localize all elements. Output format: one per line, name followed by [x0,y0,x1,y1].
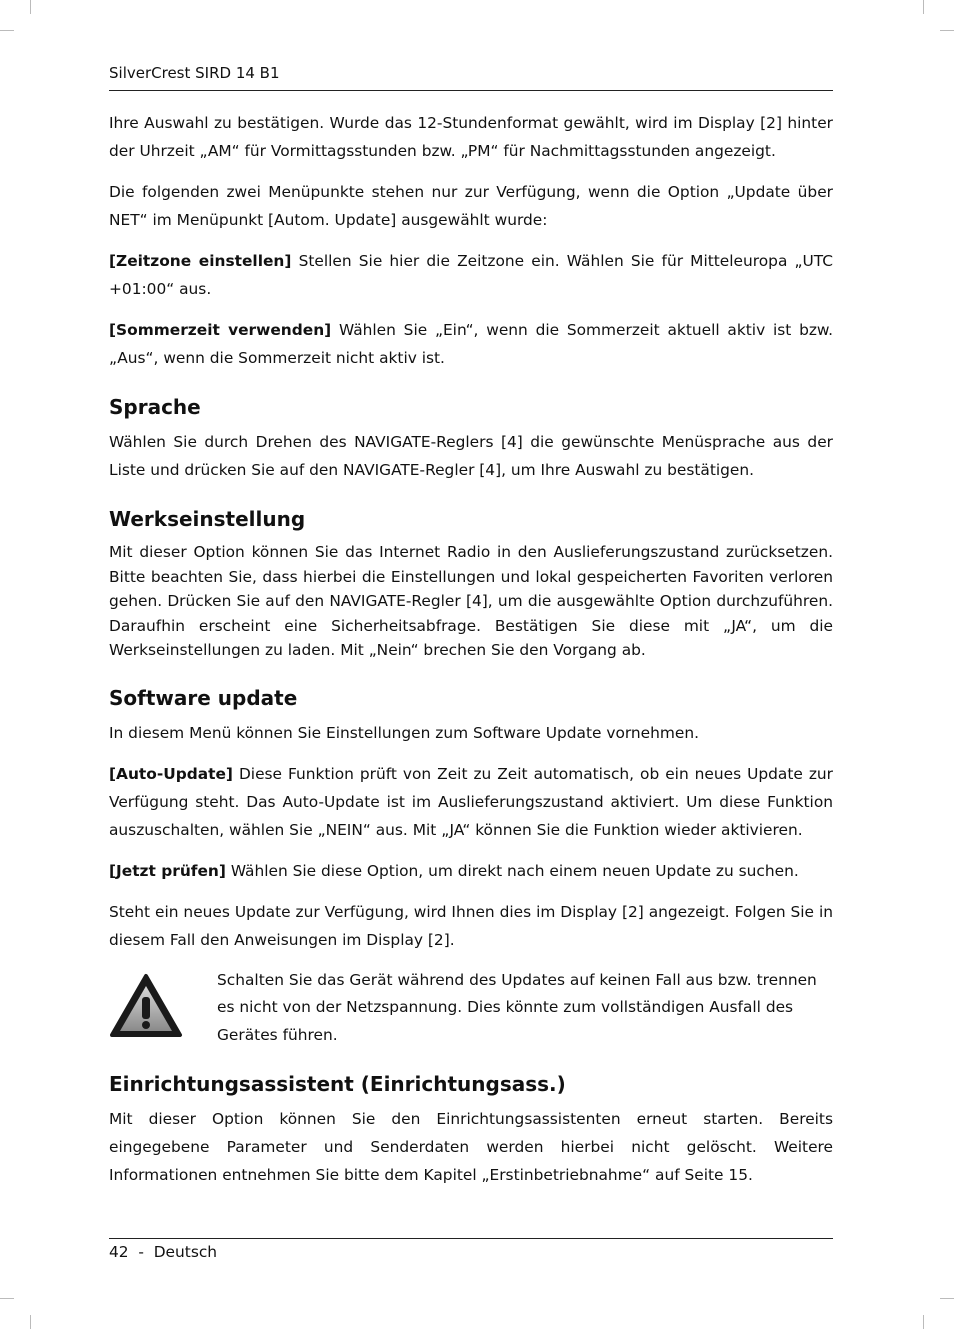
section-heading-einrichtungsassistent: Einrichtungsassistent (Einrichtungsass.) [109,1072,566,1096]
definition-text: Stellen Sie hier die Zeitzone ein. Wählen Sie für Mitteleuropa „UTC +01:00“ aus. [109,252,834,298]
section-heading-software-update: Software update [109,685,298,710]
definition-text: Diese Funktion prüft von Zeit zu Zeit automatisch, ob ein neues Update zur Verfügung steht. Das Auto-Update ist im Auslieferungszustand aktiviert. Um diese Funktion auszuschalten, wählen Sie „NEIN“ aus. Mit „JA“ können Sie die Funktion wieder aktivieren. [109,764,833,839]
crop-mark [940,30,954,31]
warning-triangle-icon [109,967,217,1043]
definition-paragraph [109,760,833,844]
crop-mark [0,1298,14,1299]
paragraph: Die folgenden zwei Menüpunkte stehen nur zur Verfügung, wenn die Option „Update über NET“ im Menüpunkt [Autom. Update] ausgewählt wurde: [109,183,833,229]
definition-paragraph [109,316,833,372]
page-header [109,64,833,91]
paragraph: Mit dieser Option können Sie das Internet Radio in den Auslieferungszustand zurücksetzen. Bitte beachten Sie, dass hierbei die Einstellungen und lokal gespeicherten Favoriten verloren gehen. Drücken Sie auf den NAVIGATE-Regler [4], um die ausgewählte Option durchzuführen. Daraufhin erscheint eine Sicherheitsabfrage. Bestätigen Sie diese mit „JA“, um die Werkseinstellungen zu laden. Mit „Nein“ brechen Sie den Vorgang ab. [109,543,833,659]
paragraph: Ihre Auswahl zu bestätigen. Wurde das 12-Stundenformat gewählt, wird im Display [2] hinter der Uhrzeit „AM“ für Vormittagsstunden bzw. „PM“ für Nachmittagsstunden angezeigt. [109,114,833,160]
definition-paragraph [109,857,833,885]
term: [Auto-Update] [109,764,233,783]
term: [Sommerzeit verwenden] [109,321,332,339]
paragraph: Wählen Sie durch Drehen des NAVIGATE-Reglers [4] die gewünschte Menüsprache aus der Liste und drücken Sie auf den NAVIGATE-Regler [4], um Ihre Auswahl zu bestätigen. [109,433,833,479]
section-heading-sprache: Sprache [109,395,201,419]
paragraph: Mit dieser Option können Sie den Einrichtungsassistenten erneut starten. Bereits eingegebene Parameter und Senderdaten werden hierbei nicht gelöscht. Weitere Informationen entnehmen Sie bitte dem Kapitel „Erstinbetriebnahme“ auf Seite 15. [109,1110,833,1184]
crop-mark [30,0,31,14]
term: [Jetzt prüfen] [109,861,226,880]
crop-mark [940,1298,954,1299]
paragraph: In diesem Menü können Sie Einstellungen zum Software Update vornehmen. [109,723,700,742]
term: [Zeitzone einstellen] [109,252,292,270]
definition-text: Wählen Sie diese Option, um direkt nach einem neuen Update zu suchen. [225,861,799,880]
header-title: SilverCrest SIRD 14 B1 [109,64,280,82]
crop-mark [923,0,924,14]
paragraph: Steht ein neues Update zur Verfügung, wird Ihnen dies im Display [2] angezeigt. Folgen Sie in diesem Fall den Anweisungen im Display [2]. [109,902,833,949]
page-content [109,109,833,1202]
crop-mark [923,1315,924,1329]
crop-mark [30,1315,31,1329]
crop-mark [0,30,14,31]
page-number: 42 - Deutsch [109,1243,218,1261]
definition-text: Wählen Sie „Ein“, wenn die Sommerzeit aktuell aktiv ist bzw. „Aus“, wenn die Sommerzeit nicht aktiv ist. [109,321,833,367]
warning-notice [109,967,833,1050]
warning-text: Schalten Sie das Gerät während des Updates auf keinen Fall aus bzw. trennen es nicht von der Netzspannung. Dies könnte zum vollständigen Ausfall des Gerätes führen. [217,970,817,1044]
page-footer [109,1238,833,1261]
definition-paragraph [109,247,833,303]
section-heading-werkseinstellung: Werkseinstellung [109,507,306,531]
